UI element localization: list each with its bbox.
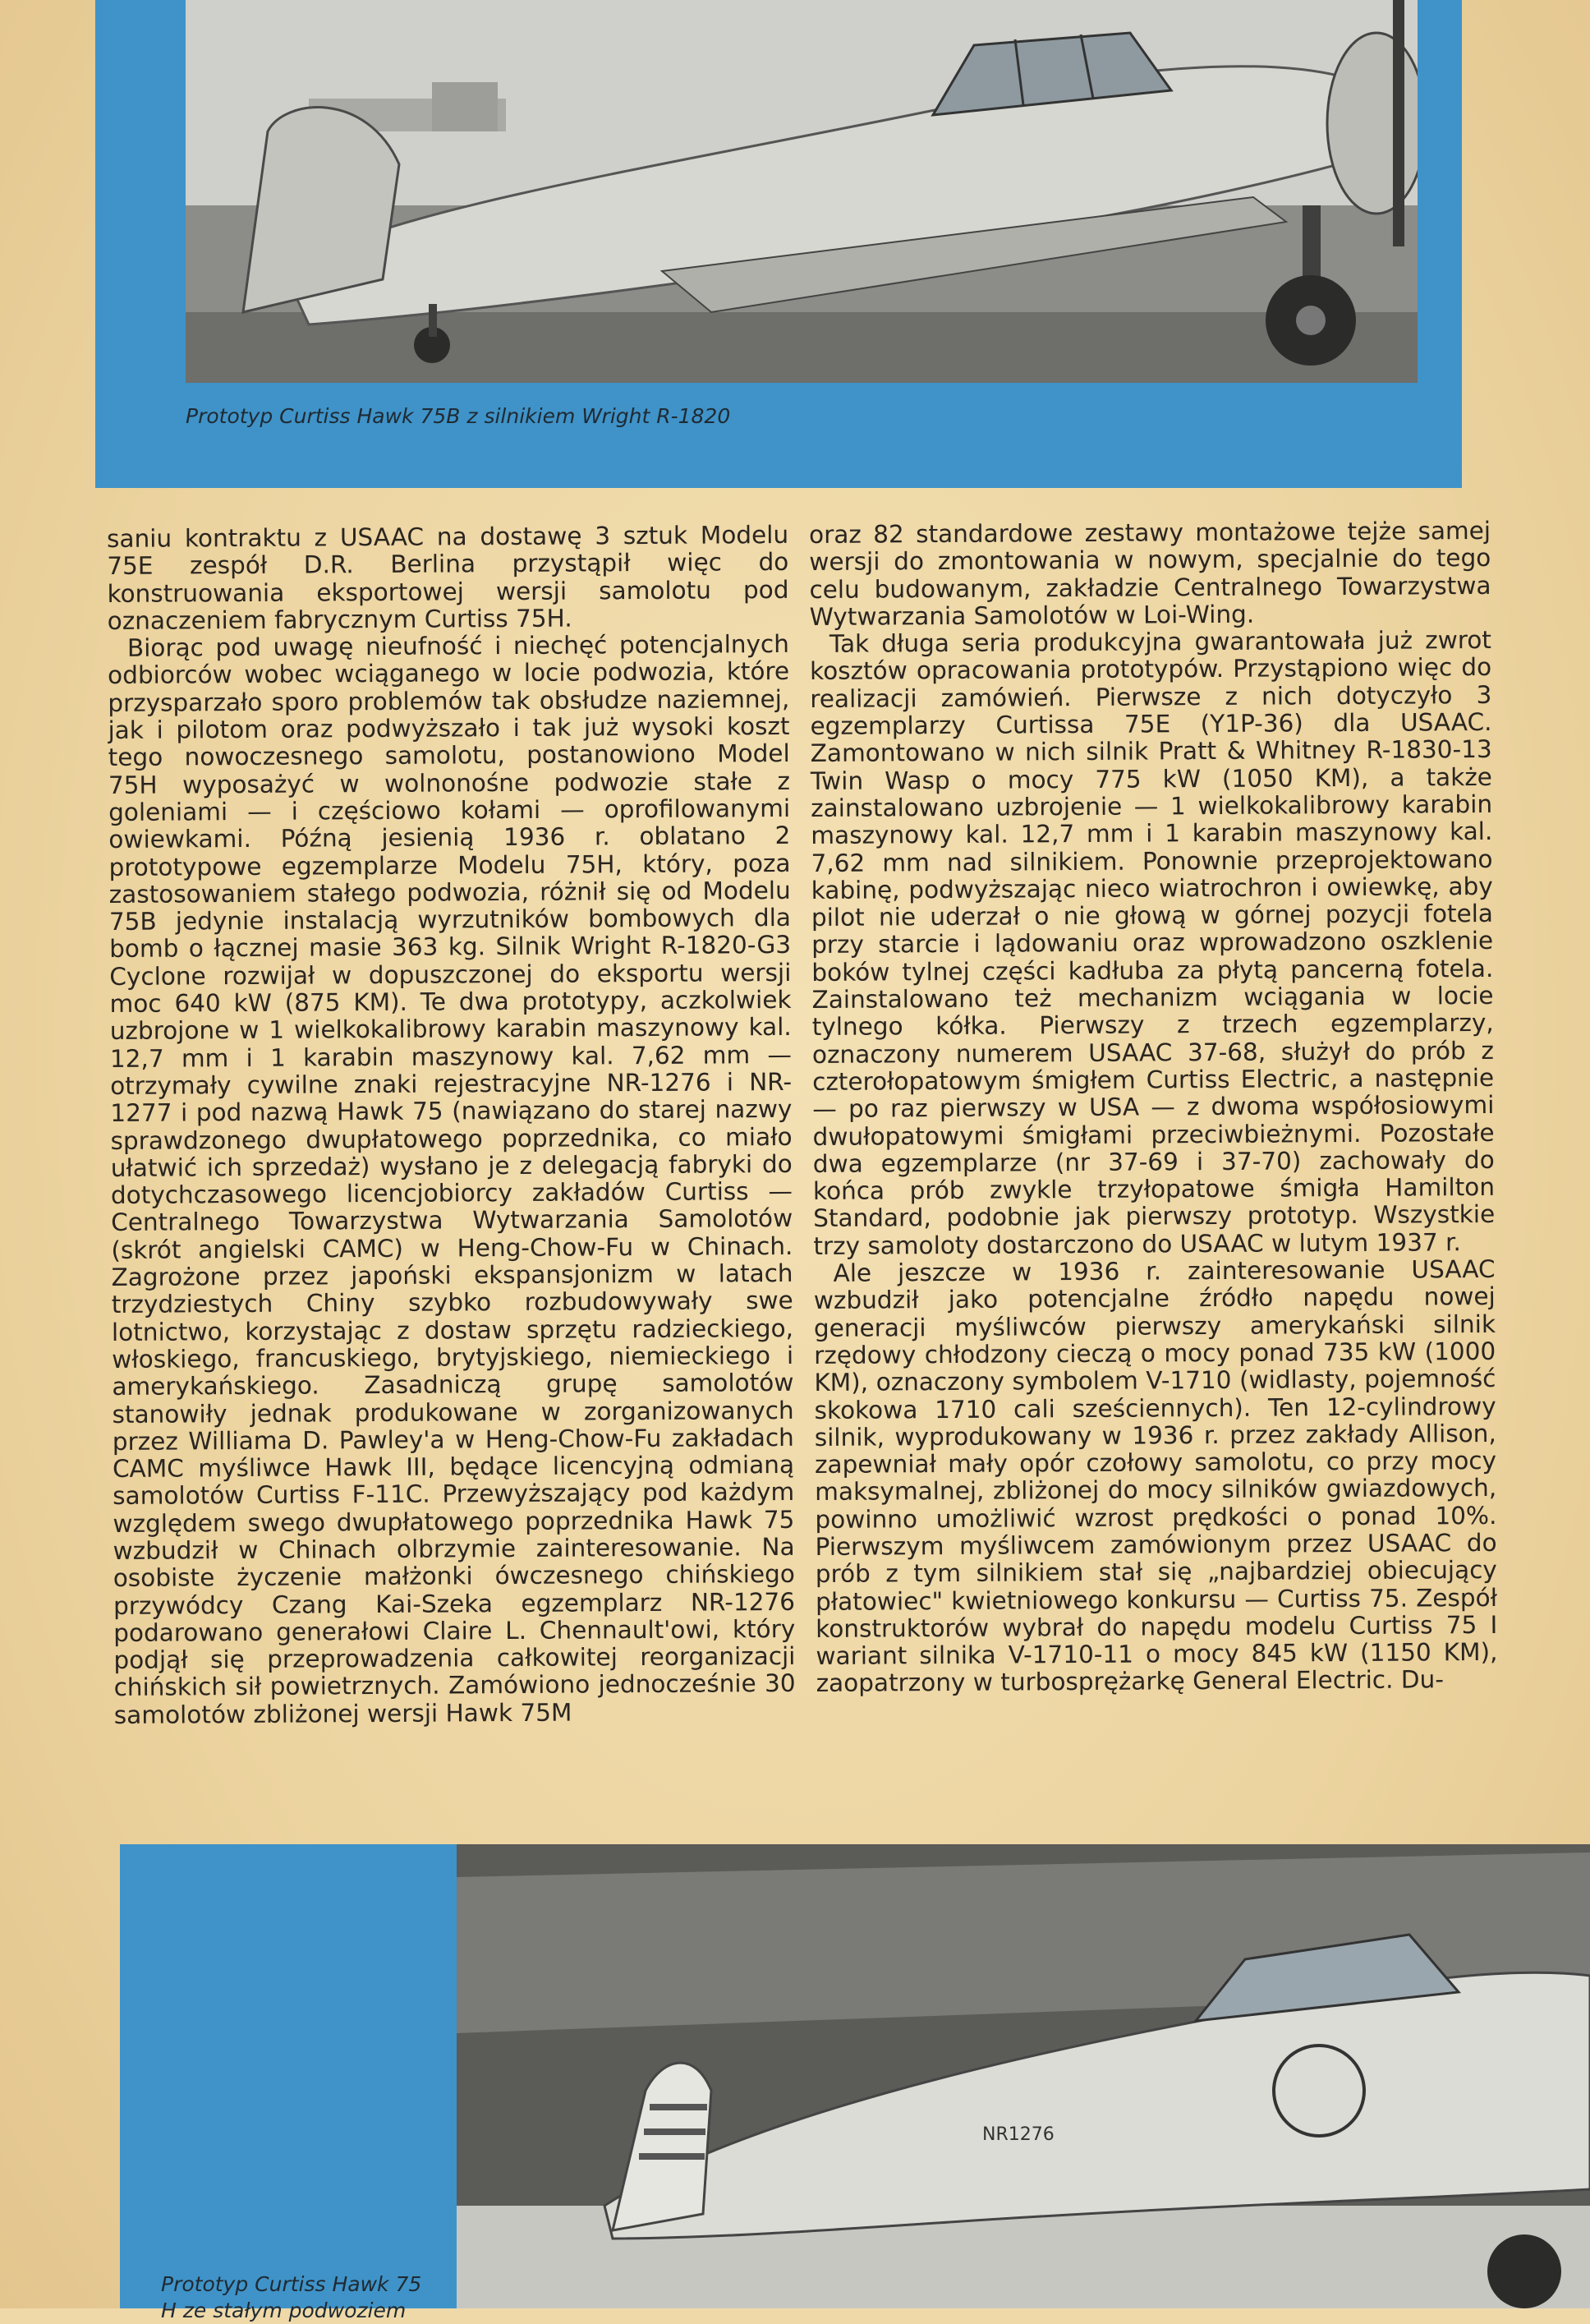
- text-column-left: [107, 522, 796, 1729]
- aircraft-illustration: [457, 1844, 1590, 2308]
- top-figure-caption: Prototyp Curtiss Hawk 75B z silnikiem Wright R-1820: [186, 404, 731, 428]
- fuselage-marking: NR1276: [982, 2124, 1055, 2145]
- bottom-figure-panel: [120, 1844, 1590, 2322]
- aircraft-illustration: [186, 0, 1418, 383]
- top-aircraft-photo: [186, 0, 1418, 383]
- top-figure-panel: [95, 0, 1462, 488]
- paragraph: saniu kontraktu z USAAC na dostawę 3 sztuk Modelu 75E zespół D.R. Berlina przystąpił więc do konstruowania eksportowej wersji samolotu pod oznaczeniem fabrycznym Curtiss 75H.: [106, 520, 789, 635]
- text-column-right: [809, 518, 1498, 1698]
- paragraph: Tak długa seria produkcyjna gwarantowała już zwrot kosztów opracowania prototypów. Przystąpiono więc do realizacji zamówień. Pierwsze z nich dotyczyło 3 egzemplarzy Curtissa 75E (Y1P-36) dla USAAC. Zamontowano w nich silnik Pratt & Whitney R-1830-13 Twin Wasp o mocy 775 kW (1050 KM), a także zainstalowano uzbrojenie — 1 wielkokalibrowy karabin maszynowy kal. 12,7 mm i 1 karabin maszynowy kal. 7,62 mm nad silnikiem. Ponownie przeprojektowano kabinę, podwyższając nieco wiatrochron i owiewkę, aby pilot nie uderzał o nie głową w górnej pozycji fotela przy starcie i lądowaniu oraz wprowadzono oszklenie boków tylnej części kadłuba za płytą pancerną fotela. Zainstalowano też mechanizm wciągania w locie tylnego kółka. Pierwszy z trzech egzemplarzy, oznaczony numerem USAAC 37-68, służył do prób z czterołopatowym śmigłem Curtiss Electric, a następnie — po raz pierwszy w USA — z dwoma współosiowymi dwułopatowymi śmigłami przeciwbieżnymi. Pozostałe dwa egzemplarze (nr 37-69 i 37-70) zachowały do końca prób zwykle trzyłopatowe śmigła Hamilton Standard, podobnie jak pierwszy prototyp. Wszystkie trzy samoloty dostarczono do USAAC w lutym 1937 r.: [810, 626, 1496, 1260]
- bottom-figure-caption: Prototyp Curtiss Hawk 75 H ze stałym podwoziem: [161, 2272, 422, 2322]
- paragraph: Ale jeszcze w 1936 r. zainteresowanie USAAC wzbudził jako potencjalne źródło napędu nowej generacji myśliwców pierwszy amerykański silnik rzędowy chłodzony cieczą o mocy ponad 735 kW (1000 KM), oznaczony symbolem V-1710 (widlasty, pojemność skokowa 1710 cali sześciennych). Ten 12-cylindrowy silnik, wyprodukowany w 1936 r. przez zakłady Allison, zapewniał mały opór czołowy samolotu, co przy mocy maksymalnej, zbliżonej do mocy silników gwiazdowych, powinno umożliwić wzrost prędkości o ponad 10%. Pierwszym myśliwcem zamówionym przez USAAC do prób z tym silnikiem stał się „najbardziej obiecujący płatowiec" kwietniowego konkursu — Curtiss 75. Zespół konstruktorów wybrał do napędu modelu Curtiss 75 I wariant silnika V-1710-11 o mocy 845 kW (1150 KM), zaopatrzony w turbosprężarkę General Electric. Du-: [813, 1254, 1498, 1698]
- paragraph: oraz 82 standardowe zestawy montażowe tejże samej wersji do zmontowania w nowym, specjalnie do tego celu budowanym, zakładzie Centralnego Towarzystwa Wytwarzania Samolotów w Loi-Wing.: [808, 516, 1491, 631]
- bottom-aircraft-photo: [457, 1844, 1590, 2308]
- paragraph: Biorąc pod uwagę nieufność i niechęć potencjalnych odbiorców wobec wciąganego w locie podwozia, które przysparzało sporo problemów tak obsłudze naziemnej, jak i pilotom oraz podwyższało i tak już wysoki koszt tego nowoczesnego samolotu, postanowiono Model 75H wyposażyć w wolnonośne podwozie stałe z goleniami — i częściowo kołami — oprofilowanymi owiewkami. Późną jesienią 1936 r. oblatano 2 prototypowe egzemplarze Modelu 75H, który, poza zastosowaniem stałego podwozia, różnił się od Modelu 75B jedynie instalacją wyrzutników bombowych dla bomb o łącznej masie 363 kg. Silnik Wright R-1820-G3 Cyclone rozwijał w dopuszczonej do eksportu wersji moc 640 kW (875 KM). Te dwa prototypy, aczkolwiek uzbrojone w 1 wielkokalibrowy karabin maszynowy kal. 12,7 mm i 1 karabin maszynowy kal. 7,62 mm — otrzymały cywilne znaki rejestracyjne NR-1276 i NR-1277 i pod nazwą Hawk 75 (nawiązano do starej nazwy sprawdzonego dwupłatowego poprzednika, co miało ułatwić ich sprzedaż) wysłano je z delegacją fabryki do dotychczasowego licencjobiorcy zakładów Curtiss — Centralnego Towarzystwa Wytwarzania Samolotów (skrót angielski CAMC) w Heng-Chow-Fu w Chinach. Zagrożone przez japoński ekspansjonizm w latach trzydziestych Chiny szybko rozbudowywały swe lotnictwo, korzystając z dostaw sprzętu radzieckiego, włoskiego, francuskiego, brytyjskiego, niemieckiego i amerykańskiego. Zasadniczą grupę samolotów stanowiły jednak produkowane w zorganizowanych przez Williama D. Pawley'a w Heng-Chow-Fu zakładach CAMC myśliwce Hawk III, będące licencyjną odmianą samolotów Curtiss F-11C. Przewyższający pod każdym względem swego dwupłatowego poprzednika Hawk 75 wzbudził w Chinach olbrzymie zainteresowanie. Na osobiste życzenie małżonki ówczesnego chińskiego przywódcy Czang Kai-Szeka egzemplarz NR-1276 podarowano generałowi Claire L. Chennault'owi, który podjął się przeprowadzenia całkowitej reorganizacji chińskich sił powietrznych. Zamówiono jednocześnie 30 samolotów zbliżonej wersji Hawk 75M: [108, 630, 796, 1729]
